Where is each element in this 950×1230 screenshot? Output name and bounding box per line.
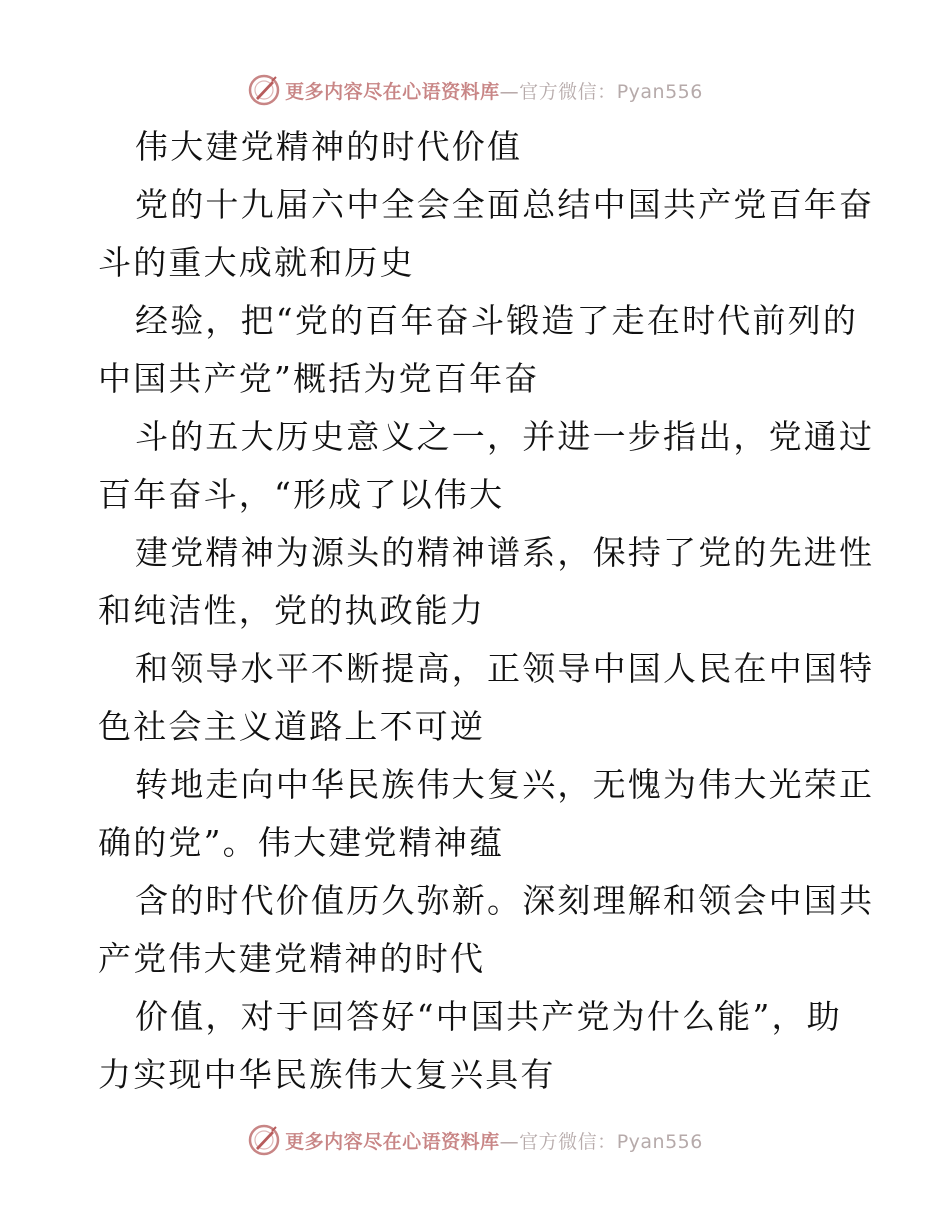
paragraph-line: 价值，对于回答好“中国共产党为什么能”，助 (135, 997, 842, 1036)
watermark-separator: — (499, 1130, 520, 1153)
watermark-wechat-id: Pyan556 (616, 1130, 703, 1153)
paragraph-line: 含的时代价值历久弥新。深刻理解和领会中国共 (135, 881, 875, 920)
watermark-main-text: 更多内容尽在心语资料库 (285, 1130, 500, 1153)
paragraph-line: 色社会主义道路上不可逆 (98, 707, 486, 746)
paragraph-line: 确的党”。伟大建党精神蕴 (98, 823, 505, 862)
paragraph-line: 党的十九届六中全会全面总结中国共产党百年奋 (135, 185, 875, 224)
watermark-separator: — (499, 80, 520, 103)
paragraph-line: 和领导水平不断提高，正领导中国人民在中国特 (135, 649, 875, 688)
paragraph-line: 转地走向中华民族伟大复兴，无愧为伟大光荣正 (135, 765, 875, 804)
watermark-official-label: 官方微信： (519, 1130, 617, 1153)
quill-pen-logo-icon (247, 1123, 281, 1157)
paragraph-line: 经验，把“党的百年奋斗锻造了走在时代前列的 (135, 301, 859, 340)
header-watermark (0, 70, 950, 110)
quill-pen-logo-icon (247, 73, 281, 107)
document-title: 伟大建党精神的时代价值 (135, 127, 523, 166)
footer-watermark (0, 1120, 950, 1160)
watermark-official-label: 官方微信： (519, 80, 617, 103)
paragraph-line: 和纯洁性，党的执政能力 (98, 591, 486, 630)
paragraph-line: 力实现中华民族伟大复兴具有 (98, 1055, 556, 1094)
paragraph-line: 建党精神为源头的精神谱系，保持了党的先进性 (135, 533, 875, 572)
watermark-main-text: 更多内容尽在心语资料库 (285, 80, 500, 103)
paragraph-line: 斗的重大成就和历史 (98, 243, 415, 282)
paragraph-line: 百年奋斗，“形成了以伟大 (98, 475, 505, 514)
document-body (0, 118, 950, 1104)
paragraph-line: 产党伟大建党精神的时代 (98, 939, 486, 978)
paragraph-line: 中国共产党”概括为党百年奋 (98, 359, 540, 398)
paragraph-line: 斗的五大历史意义之一，并进一步指出，党通过 (135, 417, 875, 456)
watermark-wechat-id: Pyan556 (616, 80, 703, 103)
